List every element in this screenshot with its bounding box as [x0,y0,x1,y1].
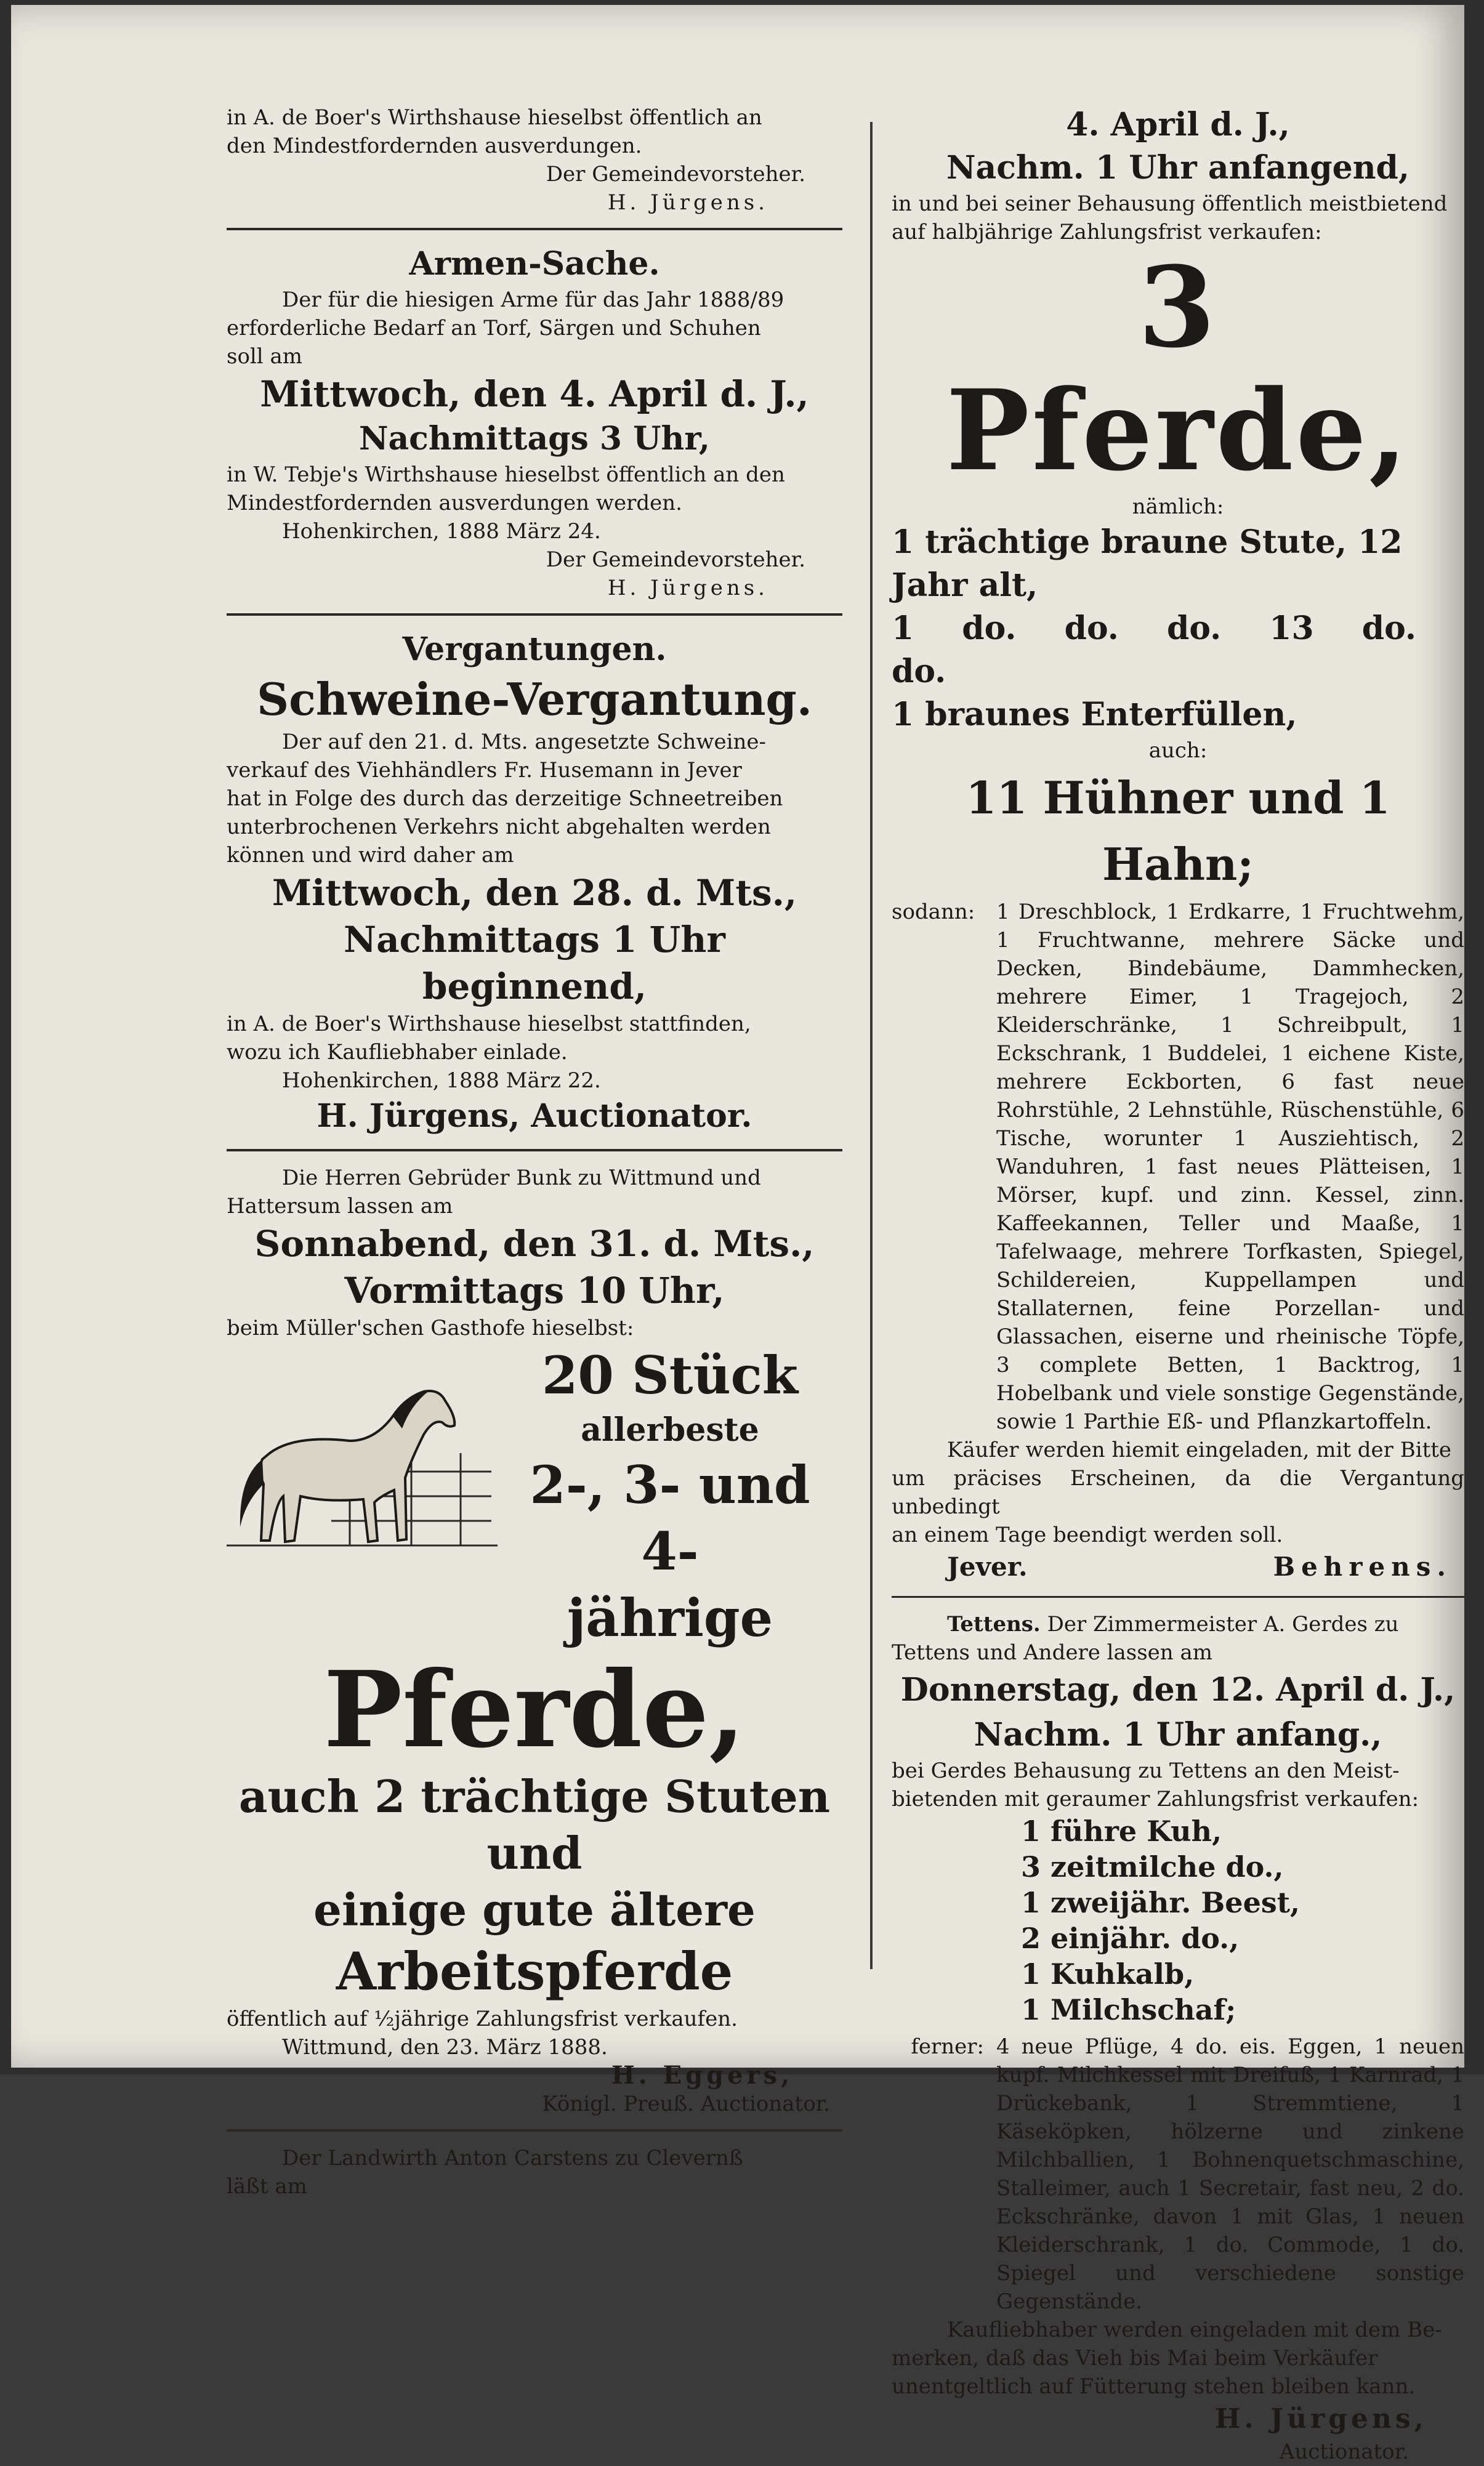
signature-name: H. Eggers, [611,2061,793,2090]
ad-time: Nachmittags 1 Uhr beginnend, [344,919,725,1007]
text-line: bei Gerdes Behausung zu Tettens an den Meist- [892,1759,1400,1783]
list-item: 3 zeitmilche do., [1021,1850,1284,1884]
ad-armen-sache [227,243,842,602]
text-line: Die Herren Gebrüder Bunk zu Wittmund und [282,1166,761,1190]
list-item: 1 Milchschaf; [1021,1993,1236,2026]
list-label: sodann: [892,900,975,924]
text-line [892,1610,1464,1638]
text-line: beim Müller'schen Gasthofe hieselbst: [227,1316,634,1340]
sodann-list [892,898,1464,1436]
ad-gerdes [892,1610,1464,2466]
ad-date: Mittwoch, den 4. April d. J., [260,373,809,415]
text-line: können und wird daher am [227,843,514,868]
text-line: den Mindestfordernden ausverdungen. [227,134,642,158]
text-line: Hattersum lassen am [227,1194,453,1219]
horse-illustration [227,1379,498,1564]
column-divider [870,122,873,1969]
ad-arbeitspferde: Arbeitspferde [336,1941,733,2002]
rule [227,2129,842,2132]
text-line: verkauf des Viehhändlers Fr. Husemann in Jever [227,758,742,783]
ad-carstens [227,2144,842,2201]
horse-block [227,1342,842,1651]
ad-time: Nachmittags 3 Uhr, [358,420,711,457]
livestock-list [892,1813,1464,2028]
list-item: 1 trächtige braune Stute, 12 Jahr alt, [892,523,1403,604]
ad-date: Sonnabend, den 31. d. Mts., [254,1223,815,1265]
right-column [892,103,1464,2466]
text-line: in W. Tebje's Wirthshause hieselbst öffentlich an den [227,462,785,487]
place-date: Hohenkirchen, 1888 März 22. [282,1068,601,1093]
rule [227,613,842,616]
rule [892,1596,1464,1598]
text-line: nämlich: [1132,494,1224,519]
ad-time: Nachm. 1 Uhr anfangend, [946,149,1409,187]
text-line: auch: [1148,738,1208,763]
text-line: um präcises Erscheinen, da die Vergantung unbedingt [892,1466,1464,1519]
ad-ausverdung-end [227,103,842,217]
signature-name: Behrens. [1273,1552,1452,1582]
ad-time: Nachm. 1 Uhr anfang., [974,1716,1382,1754]
place-lead: Tettens. [947,1612,1041,1637]
text-line: merken, daß das Vieh bis Mai beim Verkäufer [892,2346,1378,2371]
rule [227,1149,842,1151]
list-text: 1 Dreschblock, 1 Erdkarre, 1 Fruchtwehm, 1 Fruchtwanne, mehrere Säcke und Decken, Bindebäume, Dammhecken, mehrere Eimer, 1 Tragejoch, 2 Kleiderschränke, 1 Schreibpult, 1 Eckschrank, 1 Buddelei, 1 eichene Kiste, mehrere Eckborten, 6 fast neue Rohrstühle, 2 Lehnstühle, Rüschenstühle, 6 Tische, worunter 1 Ausziehtisch, 2 Wanduhren, 1 fast neues Plätteisen, 1 Mörser, kupf. und zinn. Kessel, zinn. Kaffeekannen, Teller und Maaße, 1 Tafelwaage, mehrere Torfkasten, Spiegel, Schildereien, Kuppellampen und Stallaternen, feine Porzellan- und Glassachen, eiserne und rheinische Töpfe, 3 complete Betten, 1 Backtrog, 1 Hobelbank und viele sonstige Gegenstände, sowie 1 Parthie Eß- und Pflanzkartoffeln. [996,900,1464,1434]
list-item: 1 zweijähr. Beest, [1021,1886,1300,1919]
ad-date: Mittwoch, den 28. d. Mts., [272,872,797,914]
text-line: bietenden mit geraumer Zahlungsfrist verkaufen: [892,1787,1419,1811]
text-line: hat in Folge des durch das derzeitige Schneetreiben [227,786,783,811]
list-item: 1 do. do. do. 13 do. do. [892,610,1416,690]
text-line: öffentlich auf ½jährige Zahlungsfrist verkaufen. [227,2007,738,2031]
ad-title: Schweine-Vergantung. [257,673,812,725]
text-line: an einem Tage beendigt werden soll. [892,1523,1283,1547]
text-fragment: Der Zimmermeister A. Gerdes zu [1047,1612,1399,1637]
place: Jever. [947,1552,1028,1582]
signature-name: H. Jürgens, Auctionator. [317,1097,752,1135]
signature-name: H. Jürgens. [607,190,768,215]
ad-also: auch 2 trächtige Stuten und [238,1770,831,1879]
ad-time: Vormittags 10 Uhr, [344,1270,725,1312]
signature-name: H. Jürgens, [1214,2403,1427,2435]
text-line: in A. de Boer's Wirthshause hieselbst öffentlich an [227,105,762,130]
text-line: in und bei seiner Behausung öffentlich meistbietend [892,191,1448,216]
text-line: Tettens und Andere lassen am [892,1640,1213,1665]
list-item: 2 einjähr. do., [1021,1922,1240,1955]
ad-behrens [892,103,1464,1585]
text-line: wozu ich Kaufliebhaber einlade. [227,1040,568,1065]
ad-best: allerbeste [581,1411,759,1449]
ad-count: 20 Stück [541,1345,799,1406]
horse-headline [498,1342,842,1651]
place-date: Hohenkirchen, 1888 März 24. [282,519,601,544]
text-line: Käufer werden hiemit eingeladen, mit der Bitte [947,1438,1452,1462]
text-line: Der Landwirth Anton Carstens zu Clevernß [282,2146,743,2170]
text-line: läßt am [227,2174,307,2199]
ad-ages: 2-, 3- und 4- [530,1454,810,1582]
list-item: 1 führe Kuh, [1021,1815,1222,1848]
ad-schweine-vergantung [227,628,842,1138]
text-line: auf halbjährige Zahlungsfrist verkaufen: [892,220,1322,244]
place-date: Wittmund, den 23. März 1888. [282,2035,608,2060]
list-text: 4 neue Pflüge, 4 do. eis. Eggen, 1 neuen kupf. Milchkessel mit Dreifuß, 1 Karnrad, 1 Drückebank, 1 Stremmtiene, 1 Käseköpken, hölzerne und zinkene Milchballien, 1 Bohnenquetschmaschine, Stalleimer, auch 1 Secretair, fast neu, 2 do. Eckschränke, davon 1 mit Glas, 1 neuen Kleiderschrank, 1 do. Commode, 1 do. Spiegel und verschiedene sonstige Gegenstände. [996,2034,1464,2314]
newspaper-page [11,5,1464,2464]
text-line: unterbrochenen Verkehrs nicht abgehalten werden [227,815,771,839]
ad-headline-pferde: Pferde, [323,1648,746,1771]
text-line: soll am [227,344,302,369]
list-item: 1 Kuhkalb, [1021,1957,1195,1991]
text-line: Mindestfordernden ausverdungen werden. [227,491,682,515]
ad-also: einige gute ältere [313,1884,756,1936]
text-line: in A. de Boer's Wirthshause hieselbst stattfinden, [227,1012,751,1036]
signature-role: Königl. Preuß. Auctionator. [542,2092,830,2116]
text-line: unentgeltlich auf Fütterung stehen bleiben kann. [892,2374,1416,2399]
text-line: Der für die hiesigen Arme für das Jahr 1888/89 [282,288,784,312]
ad-headline-huehner: 11 Hühner und 1 Hahn; [966,772,1390,890]
ad-yearly: jährige [567,1587,773,1648]
signature-role: Der Gemeindevorsteher. [546,547,805,572]
ad-pferde-bunk [227,1164,842,2118]
text-line: erforderliche Bedarf an Torf, Särgen und Schuhen [227,316,761,340]
rule [227,228,842,230]
signature-name: H. Jürgens. [607,576,768,600]
signature-role: Der Gemeindevorsteher. [546,162,805,187]
list-item: 1 braunes Enterfüllen, [892,696,1297,733]
list-label: ferner: [911,2034,984,2059]
signature-row [892,1549,1464,1585]
section-heading: Vergantungen. [402,631,667,668]
ad-date: Donnerstag, den 12. April d. J., [900,1671,1456,1709]
ad-title: Armen-Sache. [409,245,660,283]
left-column [227,103,842,2201]
ad-date: 4. April d. J., [1066,106,1290,143]
text-line: Der auf den 21. d. Mts. angesetzte Schweine- [282,730,767,754]
ferner-list [892,2033,1464,2316]
text-line: Kaufliebhaber werden eingeladen mit dem Be- [947,2318,1442,2342]
ad-headline-3-pferde: 3 Pferde, [946,243,1410,496]
signature-role: Auctionator. [1279,2440,1409,2464]
